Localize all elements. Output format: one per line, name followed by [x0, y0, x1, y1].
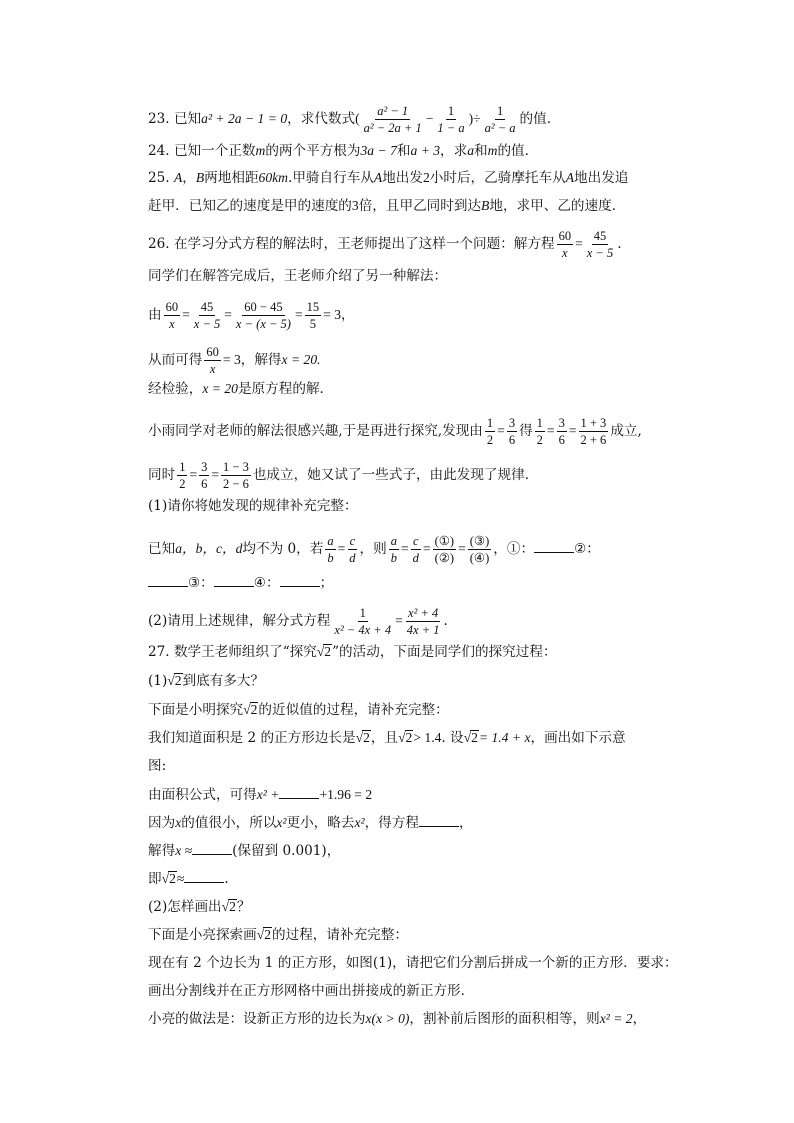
q26-rule-line: 已知a，b，c，d均不为 0，若 $\frac{a}{b}$ = $\frac{c}{d}$ ，则 $\frac{a}{b}$ = $\frac{c}{d}$ = $\frac{\text{(①)}}{\text{(②)}}$ = $\frac{\text{(③)}}{\text{(④)}}$ ，①： ②： — [148, 534, 600, 565]
q26-then-line: 从而可得 $\frac{60}{x}$ = 3，解得x = 20. — [148, 345, 321, 376]
answer-blank-8[interactable] — [184, 868, 224, 883]
q27-line3: 下面是小明探究√2的近似值的过程，请补充完整： — [148, 702, 449, 718]
q23-rparen: ) — [468, 111, 474, 126]
q27-line12: 现在有 2 个边长为 1 的正方形，如图(1)，请把它们分割后拼成一个新的正方形．要求： — [148, 955, 678, 971]
q26-frac-left: $\frac{60}{x}$ — [558, 229, 572, 260]
q25-line1: 25. A，B两地相距60km.甲骑自行车从A地出发2小时后，乙骑摩托车从A地出发追 — [148, 170, 629, 186]
q26-solution-line: 由 $\frac{60}{x}$ = $\frac{45}{x - 5}$ = $\frac{60 - 45}{x - (x - 5)}$ = $\frac{15}{5}$ = 3， — [148, 300, 355, 331]
q27-line9: 即√2≈ . — [148, 868, 678, 889]
q27-line6: 由面积公式，可得x² + +1.96 = 2 — [148, 784, 678, 805]
q27-line7: 因为x的值很小，所以x²更小，略去x²，得方程 ， — [148, 812, 678, 833]
q27-line1: 27. 数学王老师组织了“探究√2”的活动，下面是同学们的探究过程： — [148, 644, 557, 660]
q27-line11: 下面是小亮探索画√2的过程，请补充完整： — [148, 927, 408, 943]
q24-line: 24. 已知一个正数m的两个平方根为3a − 7和a + 3，求a和m的值. — [148, 143, 529, 159]
q27-line14: 小亮的做法是：设新正方形的边长为x(x > 0)，割补前后图形的面积相等，则x² = 2， — [148, 1011, 647, 1027]
q27-part2-line: (2)怎样画出√2？ — [148, 899, 251, 915]
q26-blanks-line: ③： ④： ； — [148, 572, 678, 593]
q23-frac2: $\frac{1}{1 - a}$ — [437, 104, 465, 135]
q26-xiaoyu-line: 小雨同学对老师的解法很感兴趣,于是再进行探究,发现由 $\frac{1}{2}$ = $\frac{3}{6}$ 得 $\frac{1}{2}$ = $\frac{3}{6}$ = $\frac{1 + 3}{2 + 6}$ 成立, — [148, 416, 642, 447]
answer-blank-2[interactable] — [148, 572, 188, 587]
answer-blank-4[interactable] — [280, 572, 320, 587]
q26-check-line: 经检验，x = 20是原方程的解． — [148, 381, 334, 397]
q26-part1-line: (1)请你将她发现的规律补充完整： — [148, 498, 358, 514]
q23-line: 23. 已知a² + 2a − 1 = 0，求代数式( $\frac{\text{a² − 1}}{\text{a² − 2a + 1}}$ − $\frac{1}{1 - a}$ )÷ $\frac{1}{\text{a² − a}}$ 的值. — [148, 104, 552, 135]
q23-mid: ，求代数式 — [287, 111, 356, 127]
answer-blank-3[interactable] — [214, 572, 254, 587]
q23-frac1: $\frac{\text{a² − 1}}{\text{a² − 2a + 1}}$ — [363, 104, 422, 135]
q27-line8: 解得x ≈ (保留到 0.001)， — [148, 840, 678, 861]
answer-blank-7[interactable] — [192, 840, 232, 855]
q26-part2-line: (2)请用上述规律，解分式方程 $\frac{1}{\text{x² − 4x + 4}}$ = $\frac{\text{x² + 4}}{4x + 1}$ . — [148, 606, 448, 637]
q26-line1: 26. 在学习分式方程的解法时，王老师提出了这样一个问题：解方程 $\frac{60}{x}$ = $\frac{45}{x - 5}$ . — [148, 229, 622, 260]
q27-line13: 画出分割线并在正方形网格中画出拼接成的新正方形． — [148, 983, 475, 999]
q23-condition: a² + 2a − 1 = 0 — [201, 111, 288, 126]
q23-lparen: ( — [355, 111, 360, 126]
q26-frac-right: $\frac{45}{x - 5}$ — [586, 229, 614, 260]
q25-line2: 赶甲．已知乙的速度是甲的速度的3倍，且甲乙同时到达B地，求甲、乙的速度． — [148, 198, 626, 214]
answer-blank-1[interactable] — [534, 538, 574, 553]
q23-suffix: 的值. — [519, 111, 552, 127]
q23-frac3: $\frac{1}{\text{a² − a}}$ — [484, 104, 516, 135]
q23-prefix: 23. 已知 — [148, 111, 202, 127]
q27-line4: 我们知道面积是 2 的正方形边长是√2，且√2> 1.4. 设√2= 1.4 + x，画出如下示意 — [148, 730, 626, 746]
q26-line2: 同学们在解答完成后，王老师介绍了另一种解法： — [148, 268, 448, 284]
q27-line5: 图: — [148, 758, 167, 774]
q27-part1-line: (1)√2到底有多大？ — [148, 673, 265, 689]
answer-blank-5[interactable] — [279, 784, 319, 799]
q26-tongshi-line: 同时 $\frac{1}{2}$ = $\frac{3}{6}$ = $\frac{1 - 3}{2 - 6}$ 也成立，她又试了一些式子，由此发现了规律． — [148, 460, 539, 491]
answer-blank-6[interactable] — [419, 812, 459, 827]
